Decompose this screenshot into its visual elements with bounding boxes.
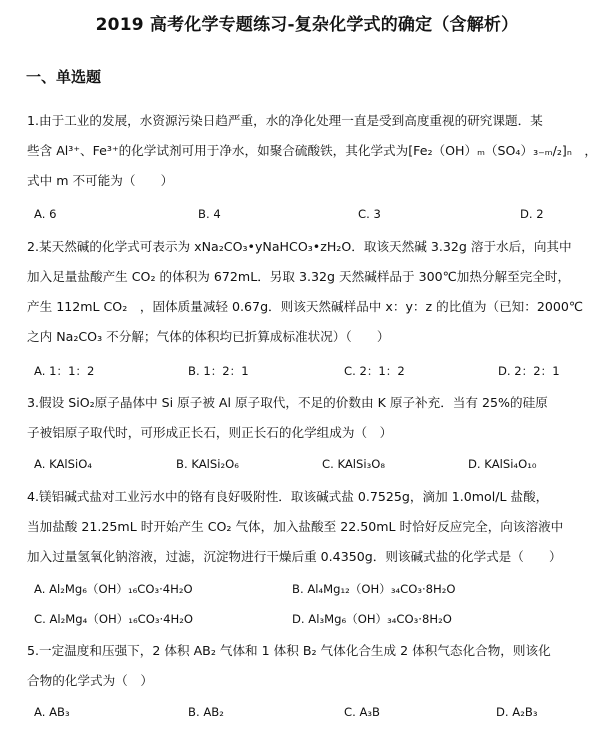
- q4-options-row-1: [34, 581, 594, 599]
- q3-option-c[interactable]: C. KAlSi₃O₈: [322, 457, 386, 471]
- q4-option-a[interactable]: A. Al₂Mg₆（OH）₁₆CO₃·4H₂O: [34, 582, 193, 596]
- q3-option-a[interactable]: A. KAlSiO₄: [34, 457, 93, 471]
- q1-option-a[interactable]: A. 6: [34, 207, 57, 221]
- q1-line-2: 些含 Al³⁺、Fe³⁺的化学试剂可用于净水，如聚合硫酸铁，其化学式为[Fe₂（OH）ₘ（SO₄）₃₋ₘ/₂]ₙ ，: [27, 143, 598, 158]
- q4-line-3: 加入过量氢氧化钠溶液，过滤，沉淀物进行干燥后重 0.4350g．则该碱式盐的化学式是（ ）: [27, 549, 562, 564]
- q4-option-b[interactable]: B. Al₄Mg₁₂（OH）₃₄CO₃·8H₂O: [292, 582, 456, 596]
- q1-option-b[interactable]: B. 4: [198, 207, 221, 221]
- q1-line-1: 1.由于工业的发展，水资源污染日趋严重，水的净化处理一直是受到高度重视的研究课题．某: [27, 113, 543, 128]
- q5-line-1: 5.一定温度和压强下，2 体积 AB₂ 气体和 1 体积 B₂ 气体化合生成 2 体积气态化合物，则该化: [27, 643, 551, 658]
- q2-option-d[interactable]: D. 2：2：1: [498, 364, 560, 378]
- q5-option-c[interactable]: C. A₃B: [344, 705, 380, 719]
- q2-option-c[interactable]: C. 2：1：2: [344, 364, 405, 378]
- q2-option-a[interactable]: A. 1：1：2: [34, 364, 95, 378]
- q5-option-b[interactable]: B. AB₂: [188, 705, 224, 719]
- q1-option-d[interactable]: D. 2: [520, 207, 544, 221]
- q3-line-1: 3.假设 SiO₂原子晶体中 Si 原子被 Al 原子取代，不足的价数由 K 原子补充．当有 25%的硅原: [27, 395, 548, 410]
- q4-option-c[interactable]: C. Al₂Mg₄（OH）₁₆CO₃·4H₂O: [34, 612, 194, 626]
- q2-line-4: 之内 Na₂CO₃ 不分解；气体的体积均已折算成标准状况）（ ）: [27, 329, 390, 344]
- q1-option-c[interactable]: C. 3: [358, 207, 381, 221]
- section-heading: 一、单选题: [26, 68, 102, 86]
- q1-line-3: 式中 m 不可能为（ ）: [27, 173, 174, 188]
- q2-options: [34, 363, 594, 381]
- q2-line-2: 加入足量盐酸产生 CO₂ 的体积为 672mL．另取 3.32g 天然碱样品于 300℃加热分解至完全时，: [27, 269, 571, 284]
- q4-options-row-2: [34, 611, 594, 629]
- q3-option-b[interactable]: B. KAlSi₂O₆: [176, 457, 239, 471]
- q4-option-d[interactable]: D. Al₃Mg₆（OH）₃₄CO₃·8H₂O: [292, 612, 452, 626]
- q4-line-1: 4.镁铝碱式盐对工业污水中的铬有良好吸附性．取该碱式盐 0.7525g，滴加 1.0mol/L 盐酸，: [27, 489, 549, 504]
- q5-option-a[interactable]: A. AB₃: [34, 705, 70, 719]
- q4-line-2: 当加盐酸 21.25mL 时开始产生 CO₂ 气体，加入盐酸至 22.50mL 时恰好反应完全，向该溶液中: [27, 519, 564, 534]
- q1-options: [34, 207, 594, 225]
- q5-options: [34, 705, 594, 723]
- q3-options: [34, 457, 594, 475]
- q5-line-2: 合物的化学式为（ ）: [27, 673, 153, 688]
- q2-line-3: 产生 112mL CO₂ ，固体质量减轻 0.67g．则该天然碱样品中 x：y：z 的比值为（已知：2000℃: [27, 299, 584, 314]
- q2-line-1: 2.某天然碱的化学式可表示为 xNa₂CO₃•yNaHCO₃•zH₂O．取该天然碱 3.32g 溶于水后，向其中: [27, 239, 572, 254]
- q2-option-b[interactable]: B. 1：2：1: [188, 364, 249, 378]
- q5-option-d[interactable]: D. A₂B₃: [496, 705, 538, 719]
- q3-line-2: 子被铝原子取代时，可形成正长石，则正长石的化学组成为（ ）: [27, 425, 393, 440]
- document-title: 2019 高考化学专题练习-复杂化学式的确定（含解析）: [95, 15, 519, 35]
- q3-option-d[interactable]: D. KAlSi₄O₁₀: [468, 457, 537, 471]
